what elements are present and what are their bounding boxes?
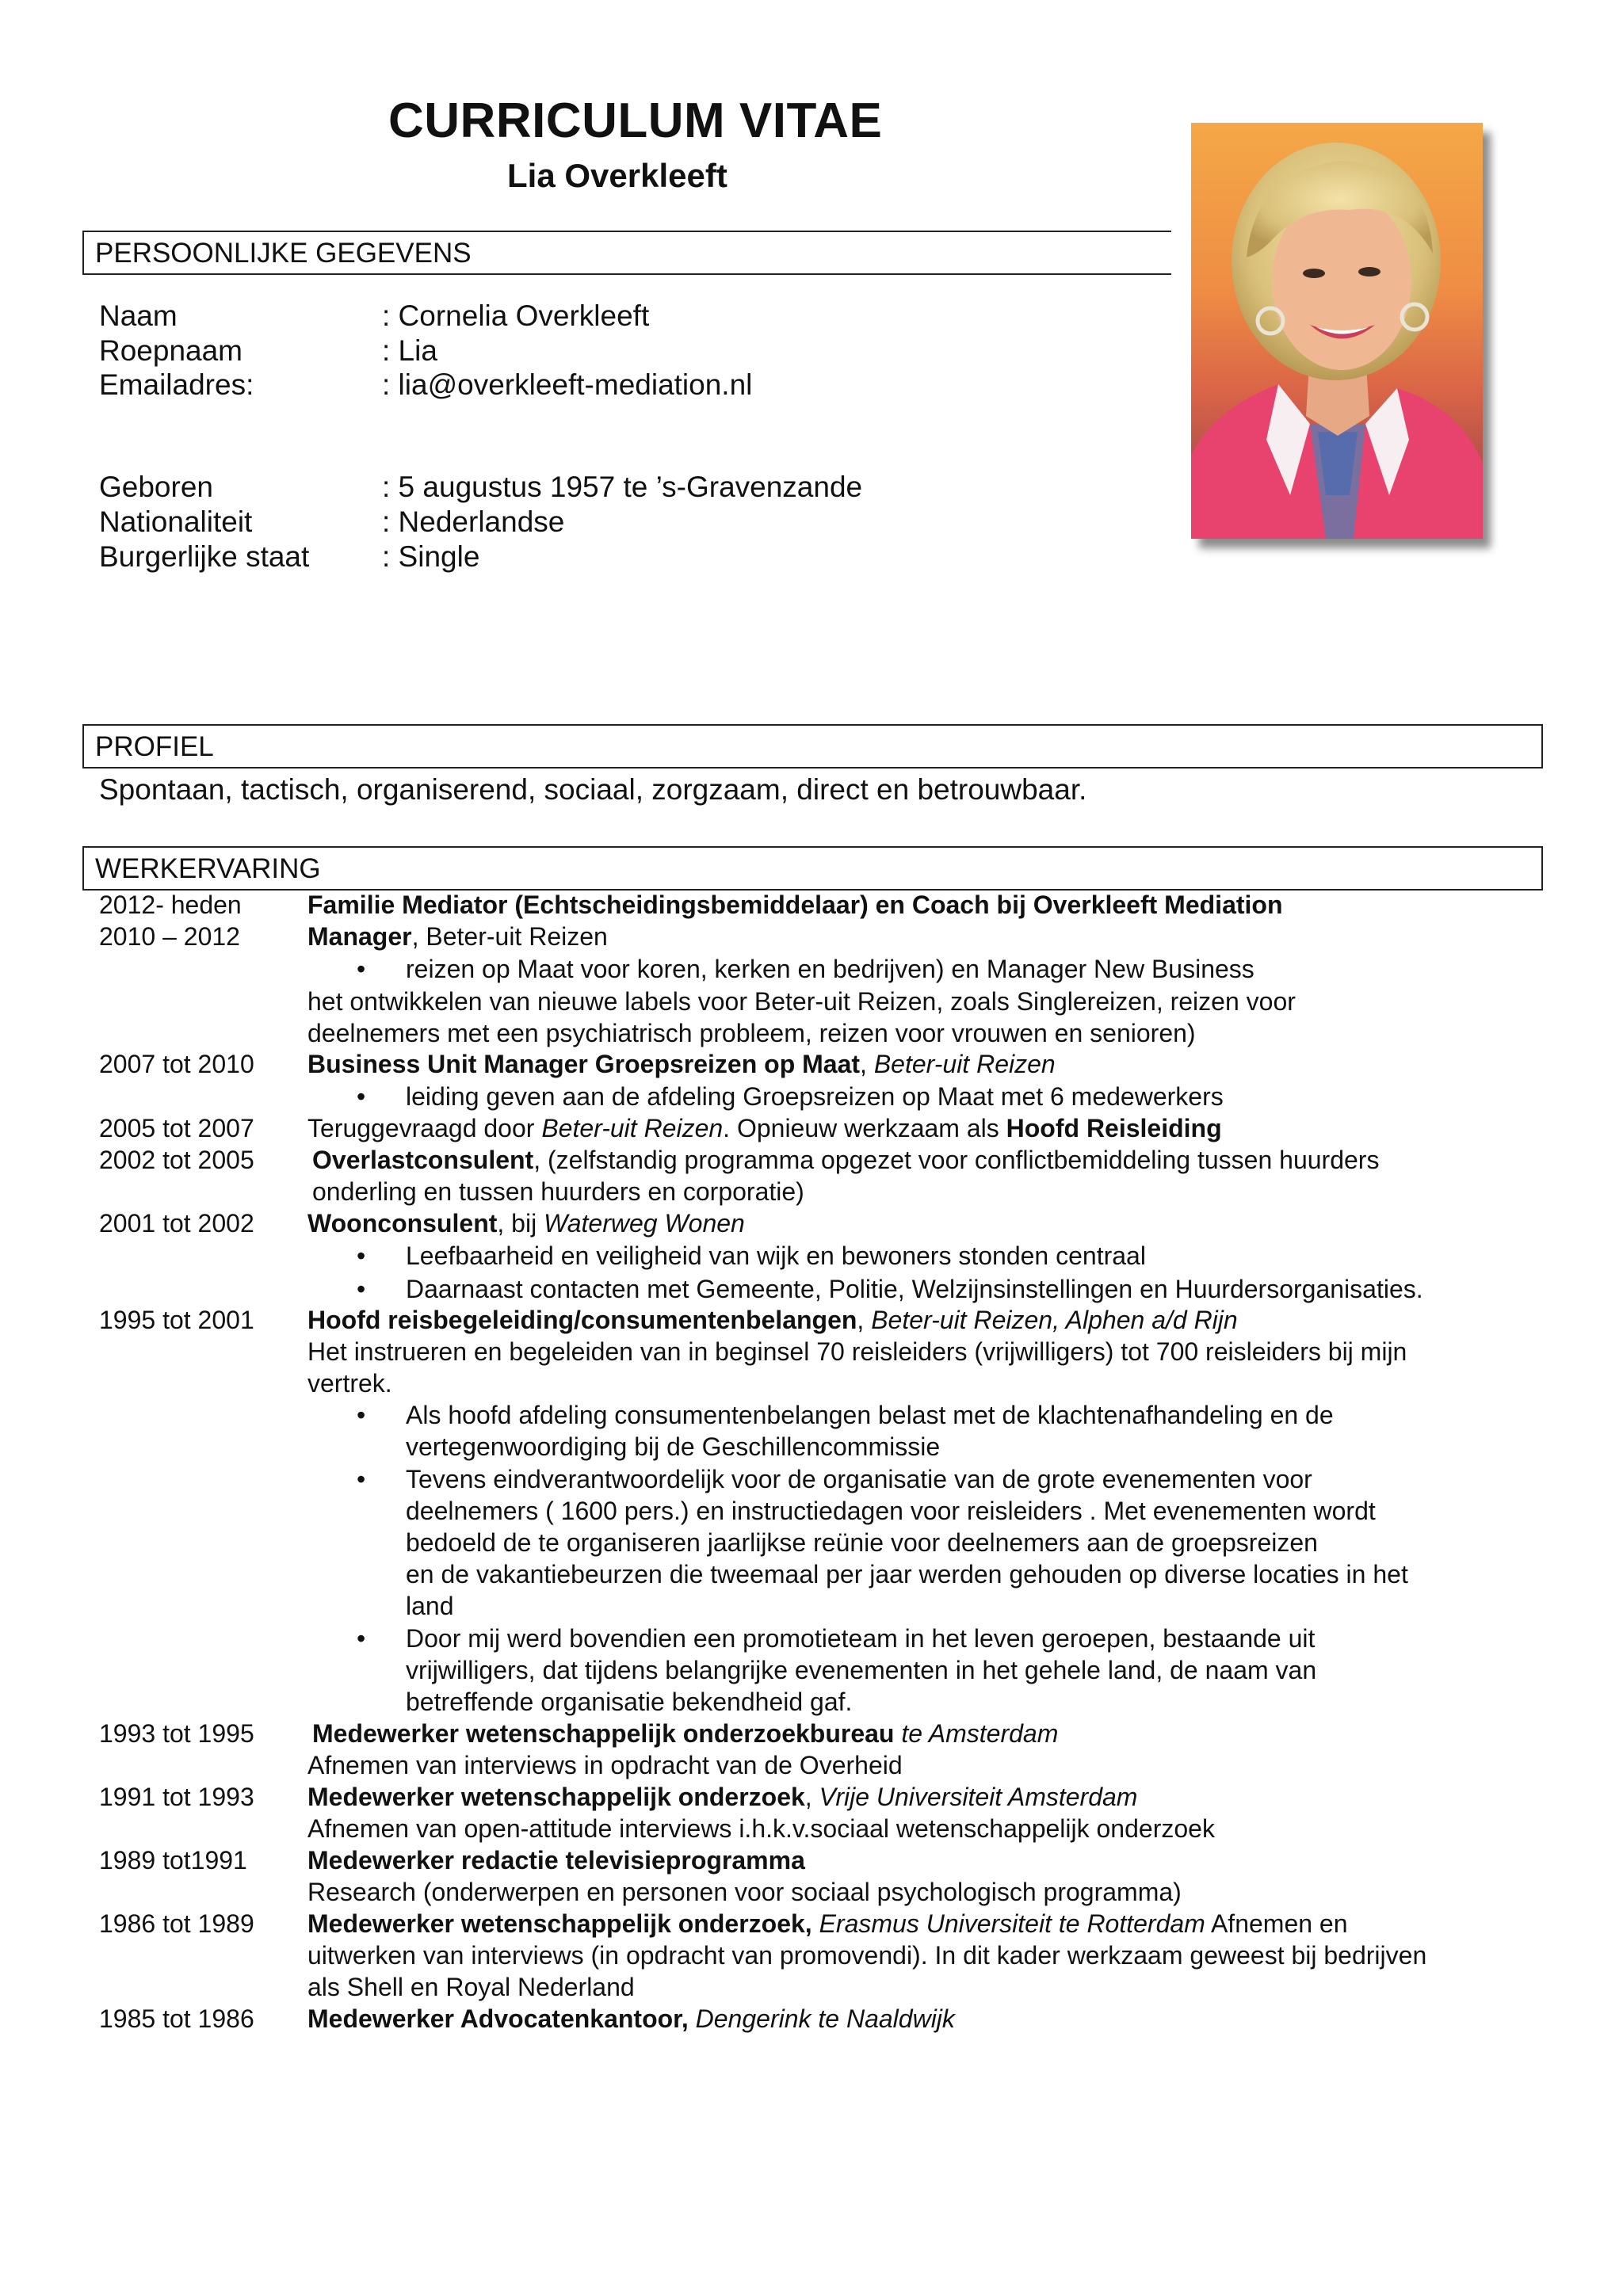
job-period: 1985 tot 1986 (99, 2004, 254, 2033)
email-value: : lia@overkleeft-mediation.nl (382, 368, 753, 401)
job-title: Medewerker wetenschappelijk onderzoek, Vrije Universiteit Amsterdam (307, 1783, 1138, 1811)
personal-heading-text: PERSOONLIJKE GEGEVENS (95, 237, 472, 269)
job-title: Overlastconsulent, (zelfstandig programma opgezet voor conflictbemiddeling tussen huurders (312, 1146, 1380, 1174)
job-title: Medewerker redactie televisieprogramma (307, 1846, 805, 1875)
field-label: Naam (99, 299, 178, 332)
work-heading-text: WERKERVARING (95, 852, 321, 884)
job-detail: deelnemers ( 1600 pers.) en instructiedagen voor reisleiders . Met evenementen wordt (406, 1497, 1376, 1525)
job-detail: en de vakantiebeurzen die tweemaal per jaar werden gehouden op diverse locaties in het (406, 1560, 1408, 1589)
job-detail: uitwerken van interviews (in opdracht van promovendi). In dit kader werkzaam geweest bij bedrijven (307, 1941, 1427, 1970)
job-period: 2010 – 2012 (99, 922, 240, 951)
job-title: Medewerker wetenschappelijk onderzoekbureau te Amsterdam (312, 1719, 1059, 1748)
section-heading-work (82, 846, 1543, 891)
job-period: 2001 tot 2002 (99, 1209, 254, 1238)
job-detail: Daarnaast contacten met Gemeente, Politie, Welzijnsinstellingen en Huurdersorganisaties. (406, 1275, 1423, 1303)
field-label: Nationaliteit (99, 505, 253, 538)
job-detail: Door mij werd bovendien een promotieteam in het leven geroepen, bestaande uit (406, 1624, 1316, 1653)
cv-title: CURRICULUM VITAE (388, 93, 883, 148)
portrait-photo (1191, 123, 1483, 539)
job-detail: Afnemen van interviews in opdracht van de Overheid (307, 1751, 903, 1779)
job-period: 1986 tot 1989 (99, 1909, 254, 1938)
job-title: Woonconsulent, bij Waterweg Wonen (307, 1209, 745, 1238)
job-detail: Tevens eindverantwoordelijk voor de organisatie van de grote evenementen voor (406, 1465, 1312, 1493)
job-period: 2007 tot 2010 (99, 1050, 254, 1078)
job-detail: Research (onderwerpen en personen voor sociaal psychologisch programma) (307, 1878, 1182, 1906)
profile-text: Spontaan, tactisch, organiserend, sociaal, zorgzaam, direct en betrouwbaar. (99, 773, 1087, 806)
job-detail: land (406, 1592, 454, 1620)
field-label: Emailadres: (99, 368, 254, 401)
field-label: Geboren (99, 471, 213, 503)
job-detail: als Shell en Royal Nederland (307, 1973, 635, 2001)
job-period: 1989 tot1991 (99, 1846, 247, 1875)
bullet-icon: • (357, 1241, 366, 1270)
job-period: 2005 tot 2007 (99, 1114, 254, 1142)
job-title: Business Unit Manager Groepsreizen op Maat, Beter-uit Reizen (307, 1050, 1056, 1078)
job-title: Hoofd reisbegeleiding/consumentenbelangen, Beter-uit Reizen, Alphen a/d Rijn (307, 1306, 1238, 1334)
field-value: : Cornelia Overkleeft (382, 299, 650, 332)
job-detail: Leefbaarheid en veiligheid van wijk en bewoners stonden centraal (406, 1241, 1146, 1270)
job-detail: Afnemen van open-attitude interviews i.h.k.v.sociaal wetenschappelijk onderzoek (307, 1814, 1215, 1843)
bullet-icon: • (357, 1401, 366, 1429)
profile-heading-text: PROFIEL (95, 730, 214, 762)
job-period: 1991 tot 1993 (99, 1783, 254, 1811)
field-value: : Nederlandse (382, 505, 565, 538)
job-detail: bedoeld de te organiseren jaarlijkse reünie voor deelnemers aan de groepsreizen (406, 1528, 1318, 1557)
job-detail: deelnemers met een psychiatrisch probleem, reizen voor vrouwen en senioren) (307, 1019, 1196, 1047)
job-detail: vertegenwoordiging bij de Geschillencommissie (406, 1432, 941, 1461)
cv-name: Lia Overkleeft (507, 157, 727, 194)
job-detail: onderling en tussen huurders en corporatie) (312, 1177, 804, 1206)
job-period: 2012- heden (99, 891, 242, 919)
portrait-illustration (1191, 123, 1483, 539)
job-detail: Het instrueren en begeleiden van in beginsel 70 reisleiders (vrijwilligers) tot 700 reisleiders bij mijn (307, 1337, 1407, 1366)
job-period: 1995 tot 2001 (99, 1306, 254, 1334)
field-label: Roepnaam (99, 334, 243, 367)
section-heading-personal (82, 231, 1171, 275)
job-period: 2002 tot 2005 (99, 1146, 254, 1174)
job-detail: vrijwilligers, dat tijdens belangrijke evenementen in het gehele land, de naam van (406, 1656, 1317, 1684)
job-period: 1993 tot 1995 (99, 1719, 254, 1748)
job-detail: leiding geven aan de afdeling Groepsreizen op Maat met 6 medewerkers (406, 1082, 1224, 1111)
bullet-icon: • (357, 955, 366, 983)
job-detail: reizen op Maat voor koren, kerken en bedrijven) en Manager New Business (406, 955, 1254, 983)
section-heading-profile (82, 724, 1543, 769)
field-value: : Single (382, 540, 480, 573)
job-title: Teruggevraagd door Beter-uit Reizen. Opnieuw werkzaam als Hoofd Reisleiding (307, 1114, 1222, 1142)
bullet-icon: • (357, 1465, 366, 1493)
field-label: Burgerlijke staat (99, 540, 310, 573)
job-detail: vertrek. (307, 1369, 392, 1398)
job-detail: het ontwikkelen van nieuwe labels voor Beter-uit Reizen, zoals Singlereizen, reizen voor (307, 987, 1296, 1016)
bullet-icon: • (357, 1082, 366, 1111)
job-title: Familie Mediator (Echtscheidingsbemiddelaar) en Coach bij Overkleeft Mediation (307, 891, 1283, 919)
job-detail: betreffende organisatie bekendheid gaf. (406, 1688, 853, 1716)
field-value: : Lia (382, 334, 437, 367)
job-title: Manager, Beter-uit Reizen (307, 922, 608, 951)
bullet-icon: • (357, 1624, 366, 1653)
job-title: Medewerker wetenschappelijk onderzoek, Erasmus Universiteit te Rotterdam Afnemen en (307, 1909, 1348, 1938)
bullet-icon: • (357, 1275, 366, 1303)
field-value: : 5 augustus 1957 te ’s-Gravenzande (382, 471, 863, 503)
job-title: Medewerker Advocatenkantoor, Dengerink te Naaldwijk (307, 2004, 955, 2033)
job-detail: Als hoofd afdeling consumentenbelangen belast met de klachtenafhandeling en de (406, 1401, 1334, 1429)
